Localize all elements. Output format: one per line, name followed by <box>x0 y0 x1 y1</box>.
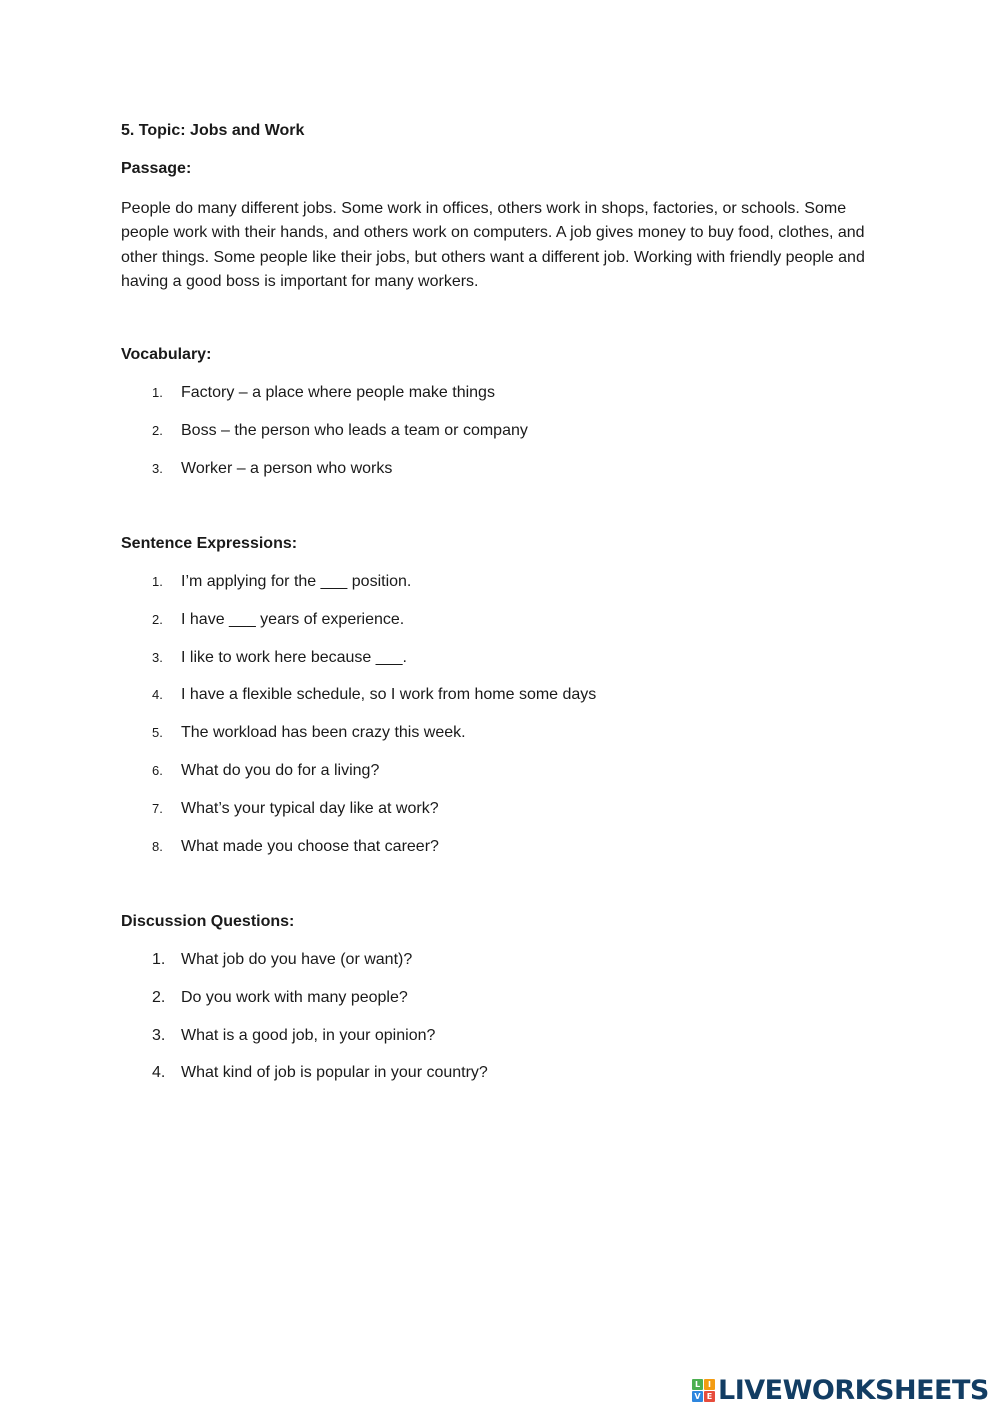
expression-text: I’m applying for the ___ position. <box>181 573 412 590</box>
expression-text: The workload has been crazy this week. <box>181 724 466 742</box>
question-text: Do you work with many people? <box>181 988 408 1006</box>
expressions-heading: Sentence Expressions: <box>121 535 298 552</box>
list-number: 3. <box>152 460 163 476</box>
logo-mark-icon <box>692 1379 715 1402</box>
expression-text: What do you do for a living? <box>181 761 380 779</box>
questions-heading: Discussion Questions: <box>121 913 295 930</box>
passage-text: People do many different jobs. Some work in offices, others work in shops, factories, or schools. Some people work with their hands, and others work on computers. A job gives money to buy food, clothes, and other things. Some people like their jobs, but others want a different job. Working with friendly people and having a good boss is important for many workers. <box>121 200 865 290</box>
liveworksheets-logo <box>692 1372 989 1408</box>
list-number: 6. <box>152 762 163 778</box>
question-text: What is a good job, in your opinion? <box>181 1026 436 1044</box>
list-number: 4. <box>152 687 163 703</box>
vocabulary-text: Factory – a place where people make things <box>181 384 495 401</box>
logo-mark-letter: V <box>692 1391 703 1402</box>
logo-mark-letter: E <box>704 1391 715 1402</box>
list-number: 3. <box>152 1026 166 1044</box>
expression-text: What’s your typical day like at work? <box>181 799 439 817</box>
question-text: What kind of job is popular in your country? <box>181 1064 488 1082</box>
logo-mark-letter: L <box>692 1379 703 1390</box>
list-number: 2. <box>152 988 166 1006</box>
list-number: 5. <box>152 725 163 741</box>
logo-mark-letter: I <box>704 1379 715 1390</box>
passage-heading: Passage: <box>121 160 192 177</box>
vocabulary-text: Worker – a person who works <box>181 459 393 477</box>
list-number: 7. <box>152 800 163 816</box>
expression-text: I have a flexible schedule, so I work from home some days <box>181 686 597 704</box>
list-number: 8. <box>152 838 163 854</box>
list-number: 3. <box>152 649 163 665</box>
vocabulary-text: Boss – the person who leads a team or company <box>181 421 528 439</box>
list-number: 2. <box>152 611 163 627</box>
list-number: 4. <box>152 1064 166 1082</box>
page-title: 5. Topic: Jobs and Work <box>121 122 305 139</box>
list-number: 1. <box>152 574 163 589</box>
list-number: 1. <box>152 951 166 968</box>
question-text: What job do you have (or want)? <box>181 951 413 968</box>
list-number: 2. <box>152 422 163 438</box>
logo-text: LIVEWORKSHEETS <box>718 1374 989 1406</box>
list-number: 1. <box>152 385 163 400</box>
vocabulary-heading: Vocabulary: <box>121 346 212 363</box>
expression-text: What made you choose that career? <box>181 837 439 855</box>
expression-text: I have ___ years of experience. <box>181 610 405 628</box>
expression-text: I like to work here because ___. <box>181 648 407 666</box>
